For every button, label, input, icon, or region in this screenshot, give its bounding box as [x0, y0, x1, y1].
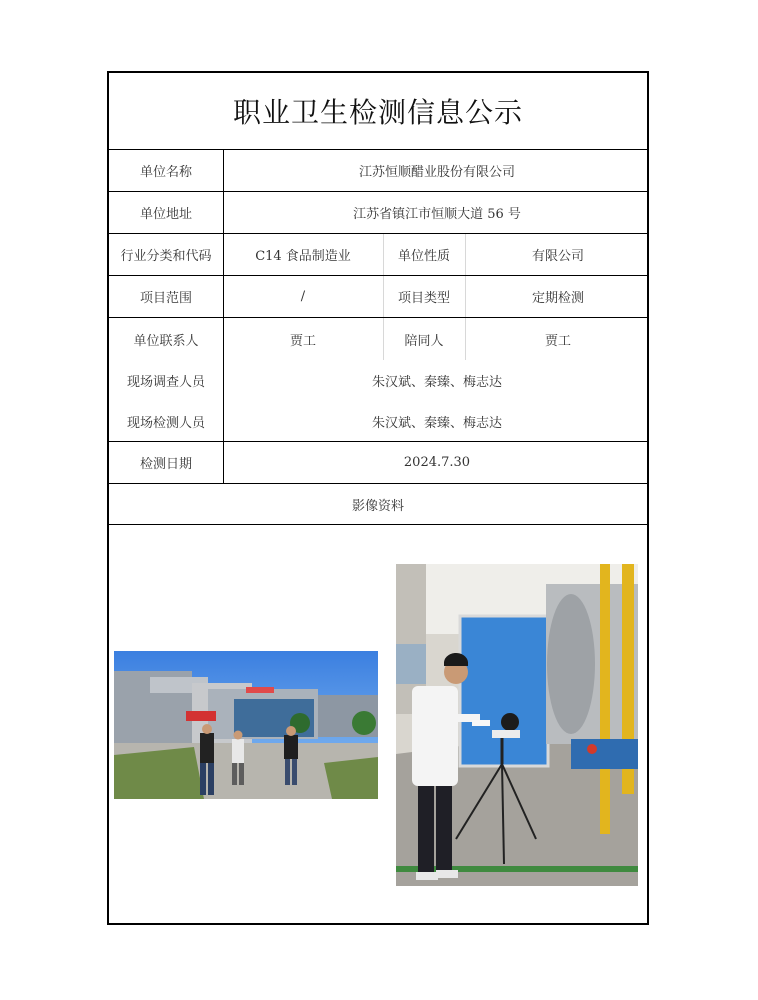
company-name-label: 单位名称	[139, 165, 192, 180]
survey-staff-label: 现场调查人员	[126, 375, 205, 390]
escort-value: 贾工	[544, 333, 571, 349]
survey-staff-value: 朱汉斌、秦臻、梅志达	[371, 375, 502, 390]
test-date-value: 2024.7.30	[403, 455, 471, 470]
contact-value: 贾工	[289, 333, 316, 349]
contact-label: 单位联系人	[133, 333, 199, 349]
page-title: 职业卫生检测信息公示	[232, 96, 523, 129]
project-scope-label: 项目范围	[139, 291, 192, 306]
project-type-label: 项目类型	[397, 291, 450, 306]
testing-staff-label: 现场检测人员	[126, 416, 205, 431]
row-test-date	[109, 441, 647, 483]
staff-block	[109, 317, 647, 441]
row-company-address	[109, 191, 647, 233]
media-section-label: 影像资料	[351, 498, 404, 514]
site-exterior-photo	[114, 651, 378, 799]
row-media-label	[109, 483, 647, 525]
industry-value: C14 食品制造业	[255, 249, 351, 264]
company-name-value: 江苏恒顺醋业股份有限公司	[358, 165, 515, 180]
company-type-value: 有限公司	[531, 249, 584, 264]
test-date-label: 检测日期	[139, 457, 192, 472]
escort-label: 陪同人	[404, 333, 444, 349]
site-indoor-measurement-photo	[396, 564, 638, 886]
project-type-value: 定期检测	[531, 291, 584, 306]
company-address-label: 单位地址	[139, 207, 192, 222]
row-industry	[109, 233, 647, 275]
company-address-value: 江苏省镇江市恒顺大道 56 号	[353, 207, 521, 222]
project-scope-value: /	[300, 289, 306, 304]
industry-label: 行业分类和代码	[120, 249, 212, 264]
testing-staff-value: 朱汉斌、秦臻、梅志达	[371, 416, 502, 431]
disclosure-sheet	[107, 71, 649, 925]
company-type-label: 单位性质	[397, 249, 450, 264]
row-company-name	[109, 149, 647, 191]
row-project-scope	[109, 275, 647, 317]
